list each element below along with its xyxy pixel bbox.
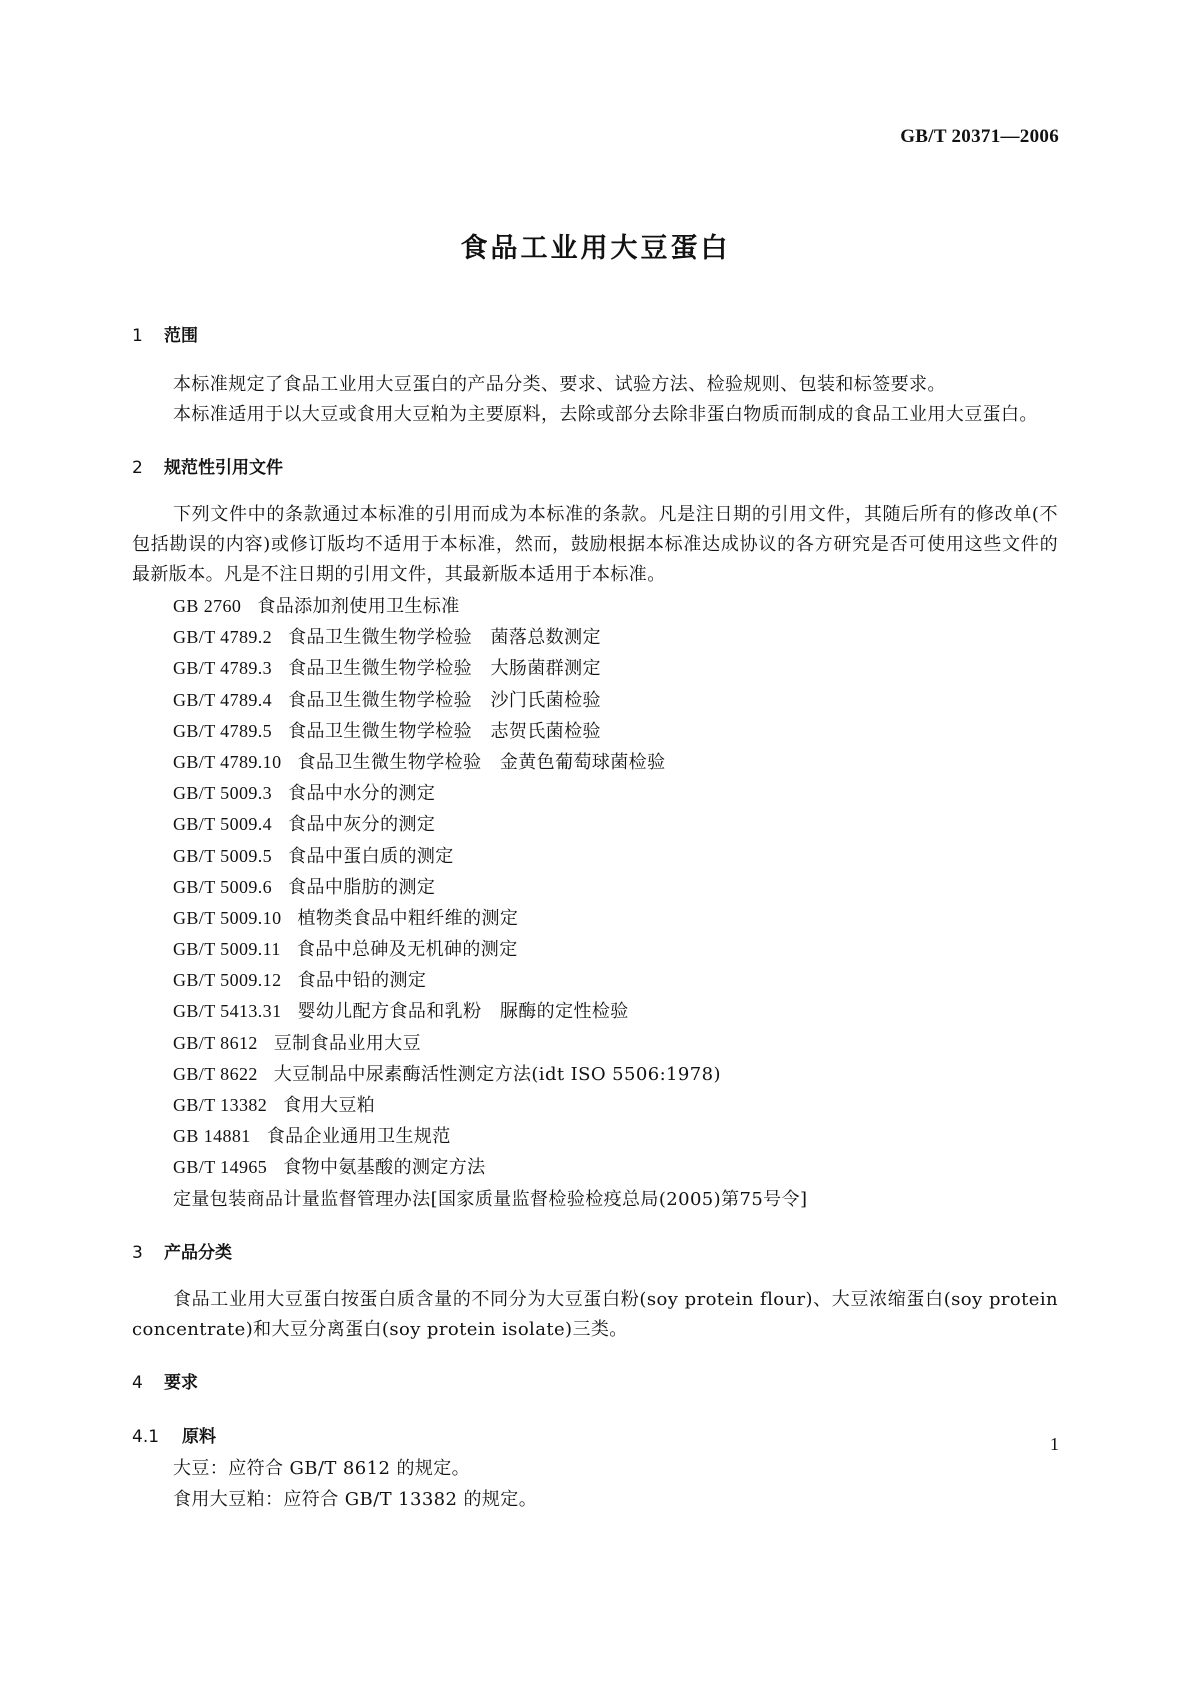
reference-item — [173, 903, 1058, 934]
reference-code: GB/T 13382 — [173, 1095, 268, 1115]
reference-item — [173, 747, 1058, 778]
section-2-heading — [132, 452, 1058, 484]
subsection-title: 原料 — [182, 1426, 216, 1447]
reference-code: GB/T 5413.31 — [173, 1001, 282, 1022]
section-4-heading — [132, 1367, 1058, 1399]
reference-item — [173, 716, 1058, 747]
reference-title: 食品卫生微生物学检验 志贺氏菌检验 — [288, 720, 601, 742]
requirement-item: 大豆：应符合 GB/T 8612 的规定。 — [173, 1457, 471, 1479]
reference-title: 食品卫生微生物学检验 金黄色葡萄球菌检验 — [297, 751, 666, 773]
normative-references-list — [173, 591, 1058, 1215]
reference-title: 食品中灰分的测定 — [288, 814, 436, 836]
section-number: 1 — [132, 326, 143, 346]
section-number: 4 — [132, 1372, 143, 1393]
section-3-heading — [132, 1237, 1058, 1269]
reference-code: GB/T 4789.5 — [173, 720, 273, 741]
paragraph: 本标准规定了食品工业用大豆蛋白的产品分类、要求、试验方法、检验规则、包装和标签要求。 — [173, 374, 946, 395]
reference-item — [173, 685, 1058, 716]
reference-title: 豆制食品业用大豆 — [273, 1032, 421, 1054]
document-title: 食品工业用大豆蛋白 — [460, 233, 731, 264]
section-title: 产品分类 — [164, 1242, 232, 1263]
reference-item — [173, 1184, 1058, 1215]
subsection-4-1-heading — [132, 1421, 1058, 1453]
section-1-heading — [132, 320, 1058, 352]
reference-code: GB/T 5009.5 — [173, 845, 273, 866]
reference-title: 食品中水分的测定 — [288, 783, 436, 805]
reference-item — [173, 996, 1058, 1027]
reference-code: GB/T 5009.11 — [173, 939, 281, 960]
reference-title: 食品中总砷及无机砷的测定 — [296, 939, 518, 961]
reference-code: GB/T 8622 — [173, 1063, 258, 1084]
section-number: 3 — [132, 1242, 143, 1263]
reference-code: GB/T 5009.12 — [173, 970, 282, 991]
reference-title: 食品卫生微生物学检验 菌落总数测定 — [288, 627, 601, 649]
reference-title: 大豆制品中尿素酶活性测定方法(idt ISO 5506:1978) — [273, 1063, 721, 1085]
subsection-number: 4.1 — [132, 1426, 160, 1447]
reference-code: GB/T 5009.10 — [173, 907, 282, 928]
reference-title: 食品卫生微生物学检验 沙门氏菌检验 — [288, 689, 601, 711]
reference-item — [173, 1152, 1058, 1183]
reference-code: GB/T 4789.3 — [173, 658, 273, 679]
reference-item — [173, 965, 1058, 996]
paragraph: 本标准适用于以大豆或食用大豆粕为主要原料，去除或部分去除非蛋白物质而制成的食品工业用大豆蛋白。 — [173, 404, 1038, 425]
reference-title: 定量包装商品计量监督管理办法[国家质量监督检验检疫总局(2005)第75号令] — [173, 1188, 808, 1210]
reference-code: GB/T 4789.10 — [173, 751, 282, 772]
reference-item — [173, 934, 1058, 965]
section-number: 2 — [132, 458, 143, 478]
reference-title: 婴幼儿配方食品和乳粉 脲酶的定性检验 — [297, 1001, 629, 1023]
paragraph: 食品工业用大豆蛋白按蛋白质含量的不同分为大豆蛋白粉(soy protein flour)、大豆浓缩蛋白(soy protein concentrate)和大豆分离蛋白(soy protein isolate)三类。 — [132, 1288, 1058, 1340]
document-body — [132, 320, 1058, 1515]
reference-item — [173, 653, 1058, 684]
reference-code: GB/T 4789.2 — [173, 627, 273, 648]
reference-title: 植物类食品中粗纤维的测定 — [297, 907, 519, 929]
reference-title: 食品企业通用卫生规范 — [266, 1126, 451, 1148]
reference-item — [173, 622, 1058, 653]
reference-title: 食品中铅的测定 — [297, 970, 427, 992]
standard-number: GB/T 20371—2006 — [900, 126, 1059, 147]
reference-item — [173, 1059, 1058, 1090]
section-title: 要求 — [164, 1372, 198, 1393]
reference-title: 食品添加剂使用卫生标准 — [257, 596, 460, 617]
reference-code: GB/T 14965 — [173, 1157, 268, 1178]
reference-title: 食用大豆粕 — [283, 1095, 376, 1116]
reference-item — [173, 591, 1058, 622]
page-number: 1 — [1050, 1434, 1059, 1454]
reference-code: GB/T 8612 — [173, 1032, 258, 1053]
reference-title: 食品中蛋白质的测定 — [288, 845, 454, 867]
reference-item — [173, 841, 1058, 872]
reference-item — [173, 1121, 1058, 1152]
reference-code: GB/T 5009.6 — [173, 876, 273, 897]
reference-code: GB/T 4789.4 — [173, 689, 273, 710]
reference-item — [173, 1028, 1058, 1059]
section-title: 范围 — [164, 326, 198, 346]
reference-title: 食品卫生微生物学检验 大肠菌群测定 — [288, 658, 601, 680]
reference-code: GB 14881 — [173, 1126, 251, 1147]
reference-item — [173, 872, 1058, 903]
section-title: 规范性引用文件 — [164, 458, 283, 478]
reference-item — [173, 809, 1058, 840]
paragraph: 下列文件中的条款通过本标准的引用而成为本标准的条款。凡是注日期的引用文件，其随后所有的修改单(不包括勘误的内容)或修订版均不适用于本标准，然而，鼓励根据本标准达成协议的各方研究是否可使用这些文件的最新版本。凡是不注日期的引用文件，其最新版本适用于本标准。 — [132, 504, 1058, 585]
reference-code: GB/T 5009.3 — [173, 783, 273, 804]
reference-title: 食物中氨基酸的测定方法 — [283, 1157, 486, 1179]
reference-item — [173, 778, 1058, 809]
requirement-item: 食用大豆粕：应符合 GB/T 13382 的规定。 — [173, 1488, 538, 1510]
reference-code: GB/T 5009.4 — [173, 814, 273, 835]
reference-code: GB 2760 — [173, 596, 242, 616]
reference-item — [173, 1090, 1058, 1121]
reference-title: 食品中脂肪的测定 — [288, 876, 436, 898]
